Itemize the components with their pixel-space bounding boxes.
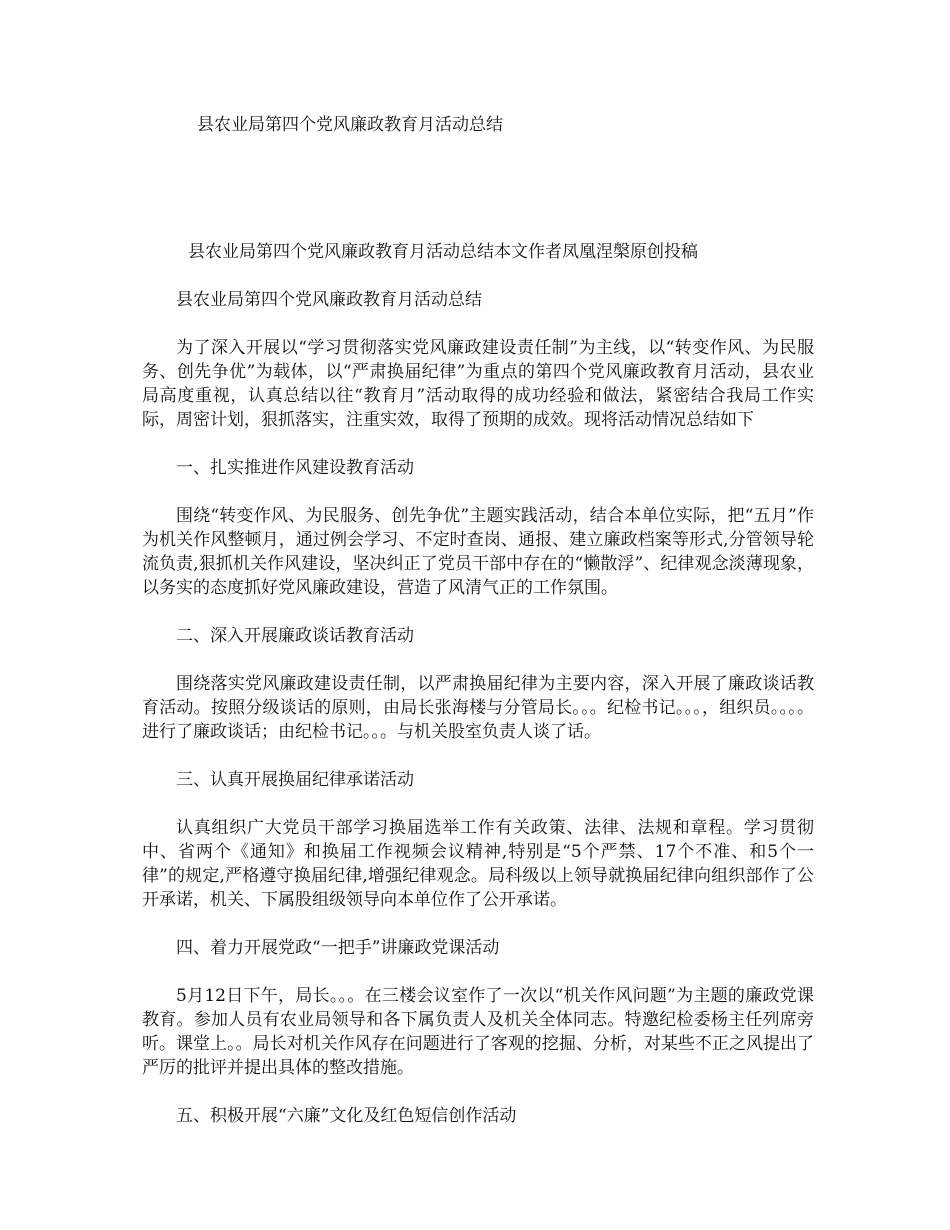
section-text-1: 围绕“转变作风、为民服务、创先争优”主题实践活动，结合本单位实际，把“五月”作为机关作风整顿月，通过例会学习、不定时查岗、通报、建立廉政档案等形式,分管领导轮流负责,狠抓机关作风建设，坚决纠正了党员干部中存在的“懒散浮”、纪律观念淡薄现象，以务实的态度抓好党风廉政建设，营造了风清气正的工作氛围。 — [142, 506, 814, 598]
document-body — [142, 240, 814, 1152]
section-text-2: 围绕落实党风廉政建设责任制，以严肃换届纪律为主要内容，深入开展了廉政谈话教育活动。按照分级谈话的原则，由局长张海楼与分管局长。。。纪检书记。。。，组织员。。。。进行了廉政谈话；由纪检书记。。。与机关股室负责人谈了话。 — [142, 674, 814, 742]
section-text-3: 认真组织广大党员干部学习换届选举工作有关政策、法律、法规和章程。学习贯彻中、省两个《通知》和换届工作视频会议精神,特别是“5个严禁、17个不准、和5个一律”的规定,严格遵守换届纪律,增强纪律观念。局科级以上领导就换届纪律向组织部作了公开承诺，机关、下属股组级领导向本单位作了公开承诺。 — [142, 818, 814, 910]
section-heading-4: 四、着力开展党政“一把手”讲廉政党课活动 — [176, 938, 500, 958]
section-heading-2: 二、深入开展廉政谈话教育活动 — [176, 626, 414, 646]
section-heading-1: 一、扎实推进作风建设教育活动 — [176, 458, 414, 478]
document-subtitle: 县农业局第四个党风廉政教育月活动总结本文作者凤凰涅槃原创投稿 — [188, 242, 698, 262]
section-heading-3: 三、认真开展换届纪律承诺活动 — [176, 770, 414, 790]
section-heading-5: 五、积极开展“六廉”文化及红色短信创作活动 — [176, 1106, 517, 1126]
document-title: 县农业局第四个党风廉政教育月活动总结 — [197, 115, 503, 135]
repeat-title: 县农业局第四个党风廉政教育月活动总结 — [176, 290, 482, 310]
section-text-4: 5月12日下午，局长。。。在三楼会议室作了一次以“机关作风问题”为主题的廉政党课教育。参加人员有农业局领导和各下属负责人及机关全体同志。特邀纪检委杨主任列席旁听。课堂上。。局长对机关作风存在问题进行了客观的挖掘、分析，对某些不正之风提出了严厉的批评并提出具体的整改措施。 — [142, 986, 814, 1078]
intro-paragraph: 为了深入开展以“学习贯彻落实党风廉政建设责任制”为主线，以“转变作风、为民服务、创先争优”为载体，以“严肃换届纪律”为重点的第四个党风廉政教育月活动，县农业局高度重视，认真总结以往“教育月”活动取得的成功经验和做法，紧密结合我局工作实际，周密计划，狠抓落实，注重实效，取得了预期的成效。现将活动情况总结如下 — [142, 338, 814, 430]
